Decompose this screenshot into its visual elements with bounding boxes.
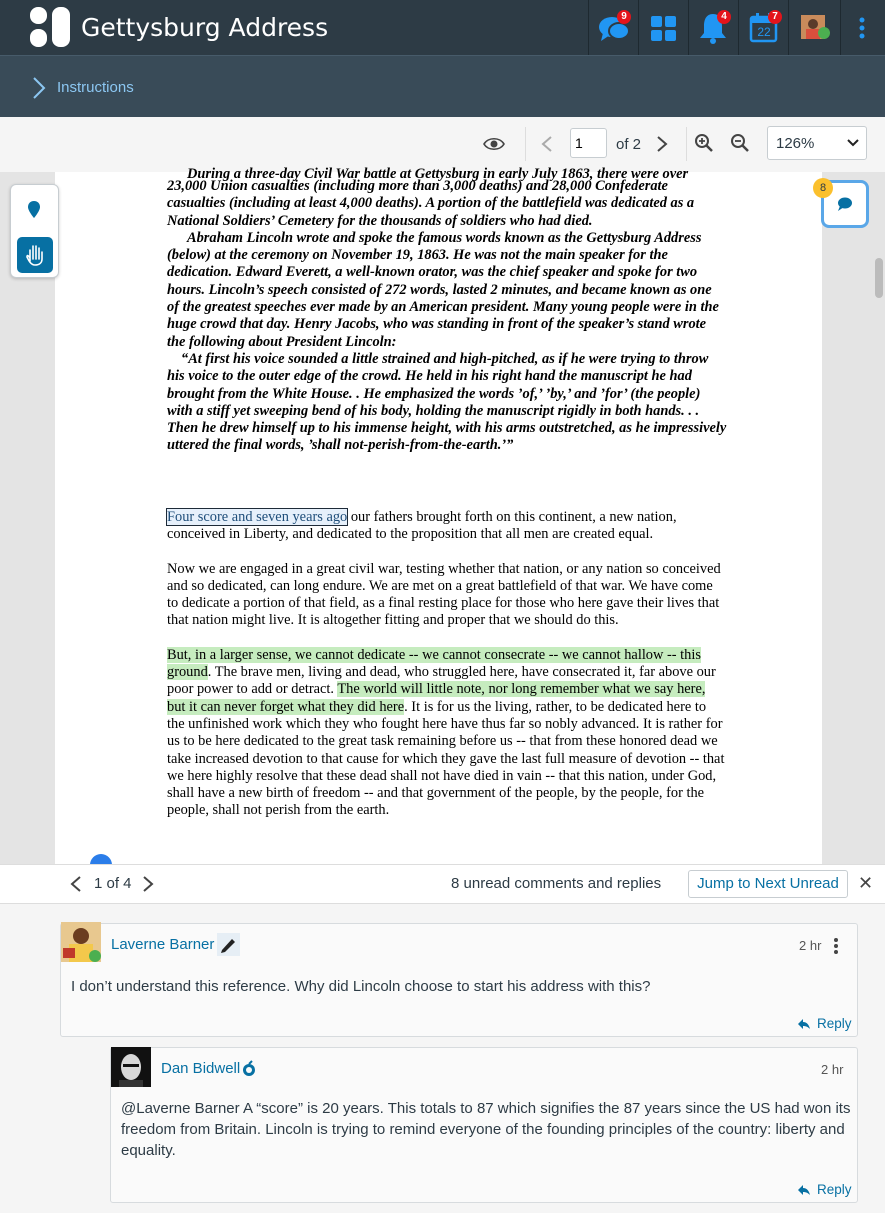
notifications-badge: 4 [717,10,731,24]
comment-author[interactable]: Laverne Barner [111,936,215,953]
avatar [111,1047,151,1087]
comment-pager: 1 of 4 [94,875,132,892]
more-options-icon[interactable] [846,8,876,48]
intro-partial-line: During a three-day Civil War battle at Gettysburg in early July 1863, there were over [187,166,689,182]
pan-tool-button[interactable] [17,237,53,273]
highlight-2[interactable]: The world will little note, nor long remember what we say here, but it can never forget what they did here [167,681,706,715]
intro-paragraph-1: 23,000 Union casualties (including more than 3,000 deaths) and 28,000 Confederate casualties (including at least 4,000 deaths). A portion of the battlefield was dedicated as a National Soldiers’ Cemetery for the thousands of soldiers who had died. [167,178,695,229]
comment-body: I don’t understand this reference. Why did Lincoln choose to start his address with this? [71,978,651,995]
close-icon[interactable]: ✕ [858,873,874,893]
address-paragraph-3: But, in a larger sense, we cannot dedicate -- we cannot consecrate -- we cannot hallow -- this ground. The brave men, living and dead, who struggled here, have consecrated it, far above our poor power to add or detract. The world will little note, nor long remember what we say here, but it can never forget what they did here. It is for us the living, rather, to be dedicated here to the unfinished work which they who fought here have thus far so nobly advanced. It is rather for us to be here dedicated to the great task remaining before us -- that from these honored dead we take increased devotion to that cause for which they gave the last full measure of devotion -- that we here highly resolve that these dead shall not have died in vain -- that this nation, under God, shall have a new birth of freedom -- and that government of the people, by the people, for the people, shall not perish from the earth. [167,646,725,819]
notifications-bell-icon[interactable] [694,8,734,48]
zoom-out-icon[interactable] [730,133,750,153]
apple-icon [241,1060,257,1078]
intro-text [167,166,727,455]
document-toolbar [0,117,885,173]
intro-paragraph-2: Abraham Lincoln wrote and spoke the famous words known as the Gettysburg Address (below) at the ceremony on November 19, 1863. He was not the main speaker for the dedication. Edward Everett, a well-known orator, was the chief speaker and spoke for two hours. Lincoln’s speech consisted of 272 words, lasted 2 minutes, and became known as one of the greatest speeches ever made by an American president. Many young people were in the huge crowd that day. Henry Jacobs, who was standing in front of the speaker’s stand wrote the following about President Lincoln: [167,229,719,350]
comments-toolbar [0,865,885,904]
chevron-right-icon[interactable] [30,76,48,100]
scrollbar[interactable] [875,258,883,298]
dashboard-icon[interactable] [645,8,685,48]
hand-icon [17,237,53,273]
comment-card [60,923,858,1037]
map-pin-icon [16,191,53,227]
reply-label: Reply [817,1182,852,1197]
app-title: Gettysburg Address [81,13,329,42]
eye-icon[interactable] [483,135,505,153]
user-avatar[interactable] [798,8,838,48]
reply-icon [797,1184,811,1196]
comment-count-badge: 8 [813,178,833,198]
comment-menu-icon[interactable] [831,936,841,956]
intro-quote: “At first his voice sounded a little strained and high-pitched, as if he were trying to throw his voice to the outer edge of the crowd. He held in his right hand the manuscript he had brought from the White House. . He emphasized the words ’of,’ ’by,’ and ’for’ (the people) with a stiff yet sweeping bend of his body, holding the manuscript rigidly in both hands. . . Then he drew himself up to his immense height, with his arms outstretched, as he impressively uttered the final words, ’shall not-perish-from-the-earth.’” [167,350,727,454]
next-comment-icon[interactable] [140,875,156,893]
conversations-badge: 9 [617,10,631,24]
document-viewer[interactable] [0,166,885,864]
reply-icon [797,1018,811,1030]
reply-card [110,1047,858,1203]
comment-time: 2 hr [821,1062,844,1077]
unread-count: 8 unread comments and replies [451,875,662,892]
next-page-icon[interactable] [655,135,669,153]
annotated-text-selection[interactable]: Four score and seven years ago [167,509,348,525]
calendar-badge: 7 [768,10,782,24]
address-paragraph-1: Four score and seven years ago our fathers brought forth on this continent, a new nation, conceived in Liberty, and dedicated to the proposition that all men are created equal. [167,509,677,543]
chevron-down-icon [846,138,860,148]
highlight-1[interactable]: But, in a larger sense, we cannot dedicate -- we cannot consecrate -- we cannot hallow -- this ground [167,646,701,681]
zoom-value: 126% [776,135,815,152]
instructions-toggle[interactable]: Instructions [57,79,134,96]
comment-body: @Laverne Barner A “score” is 20 years. This totals to 87 which signifies the 87 years since the US had won its freedom from Britain. Lincoln is trying to remind everyone of the founding principles of the country: liberty and equality. [121,1100,851,1159]
address-paragraph-2: Now we are engaged in a great civil war, testing whether that nation, or any nation so conceived and so dedicated, can long endure. We are met on a great battlefield of that war. We have come to dedicate a portion of that field, as a final resting place for those who here gave their lives that that nation might live. It is altogether fitting and proper that we should do this. [167,560,721,629]
zoom-select[interactable] [767,126,867,160]
document-page[interactable] [55,166,822,872]
point-annotation-button[interactable] [16,191,53,227]
comment-time: 2 hr [799,938,822,953]
global-header [0,0,885,55]
app-logo[interactable] [30,7,70,47]
reply-label: Reply [817,1016,852,1031]
page-count: of 2 [616,136,642,153]
comment-author[interactable]: Dan Bidwell [161,1060,241,1077]
page-number-input[interactable] [570,128,607,158]
instructions-bar [0,55,885,118]
pencil-icon [217,933,240,956]
annotation-tools [10,184,59,278]
conversations-icon[interactable] [595,8,635,48]
calendar-day: 22 [757,25,771,39]
comments-panel [0,864,885,1213]
previous-comment-icon[interactable] [68,875,84,893]
jump-to-next-unread-button[interactable]: Jump to Next Unread [688,870,848,898]
calendar-icon[interactable] [744,8,784,48]
zoom-in-icon[interactable] [694,133,714,153]
previous-page-icon[interactable] [540,135,554,153]
address-text [167,509,727,820]
avatar [61,922,101,962]
